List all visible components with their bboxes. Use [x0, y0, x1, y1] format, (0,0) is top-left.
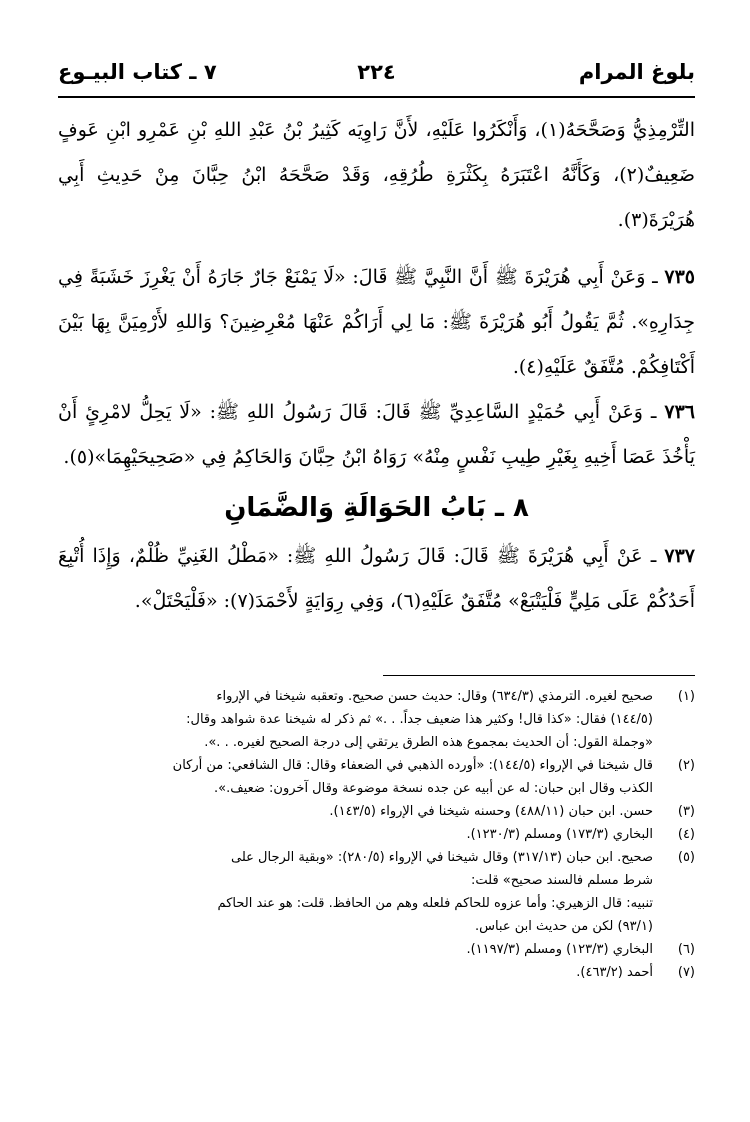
- running-header: [58, 50, 695, 98]
- footnote-number: (٧): [677, 965, 695, 980]
- footnote-line: حسن. ابن حبان (٤٨٨/١١) وحسنه شيخنا في الإرواء (١٤٣/٥).: [329, 804, 653, 819]
- footnote: [58, 800, 695, 823]
- footnote-number: (١): [677, 689, 695, 704]
- page-number: ٢٢٤: [357, 60, 396, 84]
- hadith-735: [58, 255, 695, 390]
- footnote-line: أحمد (٤٦٣/٢).: [576, 965, 653, 980]
- main-text: [58, 108, 695, 624]
- hadith-736: [58, 390, 695, 480]
- footnote: [58, 938, 695, 961]
- footnote: [58, 846, 695, 938]
- footnote-line: صحيح. ابن حبان (٣١٧/١٣) وقال شيخنا في الإرواء (٢٨٠/٥): «وبقية الرجال على: [231, 850, 653, 865]
- hadith-737: [58, 534, 695, 624]
- footnote-number: (٣): [677, 804, 695, 819]
- footnote-line: الكذب وقال ابن حبان: له عن أبيه عن جده نسخة موضوعة وقال آخرون: ضعيف.».: [213, 781, 653, 796]
- hadith-text: ـ وَعَنْ أَبِي هُرَيْرَةَ ﷺ أَنَّ النَّبِيَّ ﷺ قَالَ: «لَا يَمْنَعْ جَارٌ جَارَهُ أَنْ يَغْرِزَ خَشَبَةً فِي جِدَارِهِ». ثُمَّ يَقُولُ أَبُو هُرَيْرَةَ ﷺ: مَا لِي أَرَاكُمْ عَنْهَا مُعْرِضِينَ؟ وَاللهِ لأَرْمِيَنَّ بِهَا بَيْنَ أَكْتَافِكُمْ. مُتَّفَقٌ عَلَيْهِ(٤).: [58, 266, 695, 378]
- footnote-line: البخاري (١٢٣/٣) ومسلم (١١٩٧/٣).: [466, 942, 653, 957]
- footnote-number: (٤): [677, 827, 695, 842]
- footnote-number: (٢): [677, 758, 695, 773]
- footnote: [58, 823, 695, 846]
- footnote-line: صحيح لغيره. الترمذي (٦٣٤/٣) وقال: حديث حسن صحيح. وتعقبه شيخنا في الإرواء: [216, 689, 653, 704]
- book-title: بلوغ المرام: [578, 60, 695, 84]
- continuation-paragraph: التِّرْمِذِيُّ وَصَحَّحَهُ(١)، وَأَنْكَرُوا عَلَيْهِ، لأَنَّ رَاوِيَه كَثِيرُ بْنُ عَبْدِ اللهِ بْنِ عَمْرِو ابْنِ عَوفٍ ضَعِيفٌ(٢)، وَكَأَنَّهُ اعْتَبَرَهُ بِكَثْرَةِ طُرُقِهِ، وَقَدْ صَحَّحَهُ ابْنُ حِبَّانَ مِنْ حَدِيثِ أَبِي هُرَيْرَةَ(٣).: [58, 119, 695, 231]
- hadith-number: ٧٣٦: [664, 401, 695, 423]
- footnote-line: (٩٣/١) لكن من حديث ابن عباس.: [474, 919, 653, 934]
- footnote: [58, 754, 695, 800]
- hadith-number: ٧٣٥: [664, 266, 695, 288]
- footnote-number: (٥): [677, 850, 695, 865]
- footnote-line: شرط مسلم فالسند صحيح» قلت:: [471, 873, 653, 888]
- footnote: [58, 685, 695, 754]
- hadith-text: ـ عَنْ أَبِي هُرَيْرَةَ ﷺ قَالَ: قَالَ رَسُولُ اللهِ ﷺ: «مَطْلُ الغَنِيِّ ظُلْمٌ، وَإِذَا أُتْبِعَ أَحَدُكُمْ عَلَى مَلِيٍّ فَلْيَتْبَعْ» مُتَّفَقٌ عَلَيْهِ(٦)، وَفِي رِوَايَةٍ لأَحْمَدَ(٧): «فَلْيَحْتَلْ».: [58, 545, 695, 612]
- footnote-line: قال شيخنا في الإرواء (١٤٤/٥): «أورده الذهبي في الضعفاء وقال: قال الشافعي: من أركان: [172, 758, 653, 773]
- footnote-line: «وجملة القول: أن الحديث بمجموع هذه الطرق يرتقي إلى درجة الصحيح لغيره. . .».: [204, 735, 653, 750]
- hadith-text: ـ وَعَنْ أَبِي حُمَيْدٍ السَّاعِدِيِّ ﷺ قَالَ: قَالَ رَسُولُ اللهِ ﷺ: «لَا يَحِلُّ لامْرِئٍ أَنْ يَأْخُذَ عَصَا أَخِيهِ بِغَيْرِ طِيبِ نَفْسٍ مِنْهُ» رَوَاهُ ابْنُ حِبَّانَ وَالحَاكِمُ فِي «صَحِيحَيْهِمَا»(٥).: [58, 401, 695, 468]
- chapter-title: ٧ ـ كتاب البيـوع: [58, 60, 217, 84]
- footnote-line: البخاري (١٧٣/٣) ومسلم (١٢٣٠/٣).: [466, 827, 653, 842]
- chapter-heading: ٨ ـ بَابُ الحَوَالَةِ وَالضَّمَانِ: [224, 493, 529, 523]
- footnote-line: تنبيه: قال الزهيري: وأما عزوه للحاكم فلعله وهم من الحافظ. قلت: هو عند الحاكم: [217, 896, 653, 911]
- footnote-divider: [383, 675, 695, 676]
- hadith-number: ٧٣٧: [664, 545, 696, 567]
- footnotes: [58, 685, 695, 984]
- footnote-line: (١٤٤/٥) فقال: «كذا قال! وكثير هذا ضعيف جداً. . .» ثم ذكر له شيخنا عدة شواهد وقال:: [186, 712, 653, 727]
- footnote: [58, 961, 695, 984]
- footnote-number: (٦): [677, 942, 695, 957]
